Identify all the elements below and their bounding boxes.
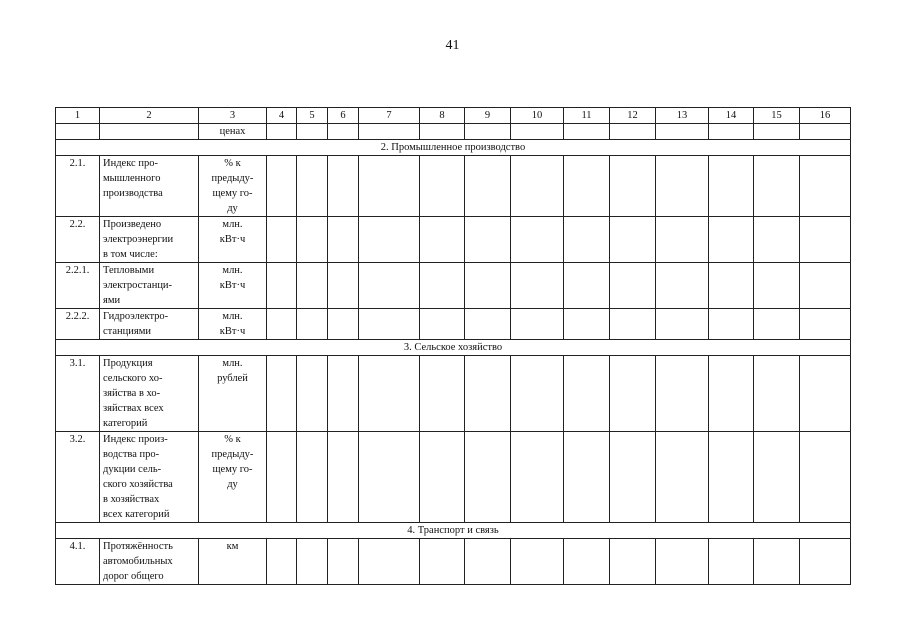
empty-value-cell	[709, 309, 754, 340]
section-title: 4. Транспорт и связь	[56, 523, 851, 539]
empty-value-cell	[564, 156, 610, 217]
row-indicator-name: Тепловыми электростанци- ями	[100, 263, 199, 309]
empty-value-cell	[465, 432, 511, 523]
empty-value-cell	[564, 539, 610, 585]
row-code: 4.1.	[56, 539, 100, 585]
row-unit: млн. кВт·ч	[199, 309, 267, 340]
empty-value-cell	[656, 432, 709, 523]
empty-value-cell	[465, 217, 511, 263]
empty-value-cell	[465, 309, 511, 340]
column-number-row	[56, 108, 851, 124]
row-indicator-name: Произведено электроэнергии в том числе:	[100, 217, 199, 263]
row-unit: млн. рублей	[199, 356, 267, 432]
empty-value-cell	[709, 156, 754, 217]
section-title: 2. Промышленное производство	[56, 140, 851, 156]
empty-value-cell	[564, 432, 610, 523]
empty-value-cell	[511, 539, 564, 585]
empty-value-cell	[328, 217, 359, 263]
empty-value-cell	[610, 356, 656, 432]
empty-value-cell	[800, 156, 851, 217]
empty-value-cell	[656, 263, 709, 309]
column-number-cell: 3	[199, 108, 267, 124]
empty-value-cell	[465, 124, 511, 140]
empty-value-cell	[420, 356, 465, 432]
empty-value-cell	[267, 124, 297, 140]
continuation-row	[56, 124, 851, 140]
empty-value-cell	[800, 217, 851, 263]
column-number-cell: 12	[610, 108, 656, 124]
column-number-cell: 1	[56, 108, 100, 124]
empty-value-cell	[564, 124, 610, 140]
empty-value-cell	[297, 309, 328, 340]
empty-value-cell	[709, 539, 754, 585]
empty-value-cell	[656, 539, 709, 585]
column-number-cell: 13	[656, 108, 709, 124]
empty-value-cell	[564, 263, 610, 309]
empty-value-cell	[359, 356, 420, 432]
table-row	[56, 309, 851, 340]
empty-value-cell	[297, 217, 328, 263]
empty-value-cell	[754, 539, 800, 585]
empty-value-cell	[754, 263, 800, 309]
row-unit: ценах	[199, 124, 267, 140]
indicators-table	[55, 107, 851, 585]
empty-value-cell	[420, 309, 465, 340]
empty-value-cell	[420, 539, 465, 585]
empty-value-cell	[328, 156, 359, 217]
row-code: 3.1.	[56, 356, 100, 432]
empty-value-cell	[511, 217, 564, 263]
empty-value-cell	[754, 156, 800, 217]
empty-value-cell	[328, 539, 359, 585]
empty-value-cell	[800, 263, 851, 309]
empty-value-cell	[610, 156, 656, 217]
empty-value-cell	[754, 356, 800, 432]
row-code: 2.1.	[56, 156, 100, 217]
column-number-cell: 6	[328, 108, 359, 124]
empty-value-cell	[420, 124, 465, 140]
empty-value-cell	[328, 432, 359, 523]
table-row	[56, 432, 851, 523]
empty-value-cell	[465, 263, 511, 309]
column-number-cell: 7	[359, 108, 420, 124]
empty-value-cell	[359, 309, 420, 340]
empty-value-cell	[267, 217, 297, 263]
empty-value-cell	[709, 124, 754, 140]
row-indicator-name: Продукция сельского хо- зяйства в хо- зяйствах всех категорий	[100, 356, 199, 432]
column-number-cell: 10	[511, 108, 564, 124]
empty-value-cell	[359, 217, 420, 263]
empty-value-cell	[610, 309, 656, 340]
empty-value-cell	[267, 263, 297, 309]
row-code: 3.2.	[56, 432, 100, 523]
empty-value-cell	[359, 432, 420, 523]
empty-value-cell	[359, 156, 420, 217]
column-number-cell: 16	[800, 108, 851, 124]
row-unit: км	[199, 539, 267, 585]
empty-value-cell	[754, 217, 800, 263]
row-indicator-name: Гидроэлектро- станциями	[100, 309, 199, 340]
empty-value-cell	[511, 432, 564, 523]
empty-value-cell	[511, 124, 564, 140]
empty-value-cell	[297, 124, 328, 140]
column-number-cell: 15	[754, 108, 800, 124]
empty-value-cell	[359, 263, 420, 309]
empty-value-cell	[709, 263, 754, 309]
empty-value-cell	[420, 263, 465, 309]
column-number-cell: 8	[420, 108, 465, 124]
column-number-cell: 5	[297, 108, 328, 124]
empty-value-cell	[359, 539, 420, 585]
row-unit: млн. кВт·ч	[199, 217, 267, 263]
empty-value-cell	[800, 432, 851, 523]
empty-value-cell	[297, 263, 328, 309]
section-title: 3. Сельское хозяйство	[56, 340, 851, 356]
empty-value-cell	[328, 356, 359, 432]
empty-value-cell	[420, 156, 465, 217]
table-row	[56, 539, 851, 585]
empty-value-cell	[610, 217, 656, 263]
empty-value-cell	[610, 539, 656, 585]
empty-value-cell	[420, 432, 465, 523]
table-row	[56, 263, 851, 309]
empty-value-cell	[267, 539, 297, 585]
table-row	[56, 156, 851, 217]
empty-value-cell	[297, 356, 328, 432]
row-indicator-name: Индекс про- мышленного производства	[100, 156, 199, 217]
section-header-row	[56, 340, 851, 356]
row-indicator-name: Протяжённость автомобильных дорог общего	[100, 539, 199, 585]
table-row	[56, 217, 851, 263]
column-number-cell: 14	[709, 108, 754, 124]
empty-value-cell	[800, 124, 851, 140]
empty-value-cell	[709, 356, 754, 432]
column-number-cell: 2	[100, 108, 199, 124]
empty-value-cell	[709, 432, 754, 523]
row-unit: млн. кВт·ч	[199, 263, 267, 309]
empty-value-cell	[656, 156, 709, 217]
empty-value-cell	[754, 309, 800, 340]
row-code: 2.2.1.	[56, 263, 100, 309]
empty-value-cell	[328, 124, 359, 140]
table-row	[56, 356, 851, 432]
empty-value-cell	[610, 263, 656, 309]
row-unit: % к предыду- щему го- ду	[199, 156, 267, 217]
empty-value-cell	[511, 156, 564, 217]
column-number-cell: 4	[267, 108, 297, 124]
section-header-row	[56, 523, 851, 539]
empty-value-cell	[800, 356, 851, 432]
empty-value-cell	[564, 356, 610, 432]
empty-value-cell	[610, 432, 656, 523]
empty-value-cell	[511, 356, 564, 432]
row-unit: % к предыду- щему го- ду	[199, 432, 267, 523]
empty-value-cell	[297, 432, 328, 523]
page-number: 41	[445, 38, 460, 53]
row-indicator-name: Индекс произ- водства про- дукции сель- ского хозяйства в хозяйствах всех категорий	[100, 432, 199, 523]
empty-value-cell	[267, 432, 297, 523]
empty-value-cell	[465, 356, 511, 432]
empty-value-cell	[420, 217, 465, 263]
empty-value-cell	[465, 539, 511, 585]
empty-value-cell	[511, 309, 564, 340]
section-header-row	[56, 140, 851, 156]
empty-value-cell	[709, 217, 754, 263]
empty-value-cell	[465, 156, 511, 217]
empty-value-cell	[656, 356, 709, 432]
empty-value-cell	[800, 539, 851, 585]
empty-value-cell	[800, 309, 851, 340]
empty-value-cell	[656, 124, 709, 140]
empty-value-cell	[754, 124, 800, 140]
column-number-cell: 11	[564, 108, 610, 124]
empty-value-cell	[656, 217, 709, 263]
empty-value-cell	[754, 432, 800, 523]
empty-value-cell	[267, 356, 297, 432]
empty-value-cell	[511, 263, 564, 309]
empty-value-cell	[564, 309, 610, 340]
empty-value-cell	[267, 309, 297, 340]
empty-value-cell	[267, 156, 297, 217]
empty-value-cell	[297, 539, 328, 585]
column-number-cell: 9	[465, 108, 511, 124]
empty-value-cell	[359, 124, 420, 140]
empty-value-cell	[297, 156, 328, 217]
empty-value-cell	[610, 124, 656, 140]
empty-value-cell	[328, 309, 359, 340]
row-code: 2.2.2.	[56, 309, 100, 340]
empty-value-cell	[328, 263, 359, 309]
empty-value-cell	[656, 309, 709, 340]
empty-value-cell	[564, 217, 610, 263]
row-code: 2.2.	[56, 217, 100, 263]
